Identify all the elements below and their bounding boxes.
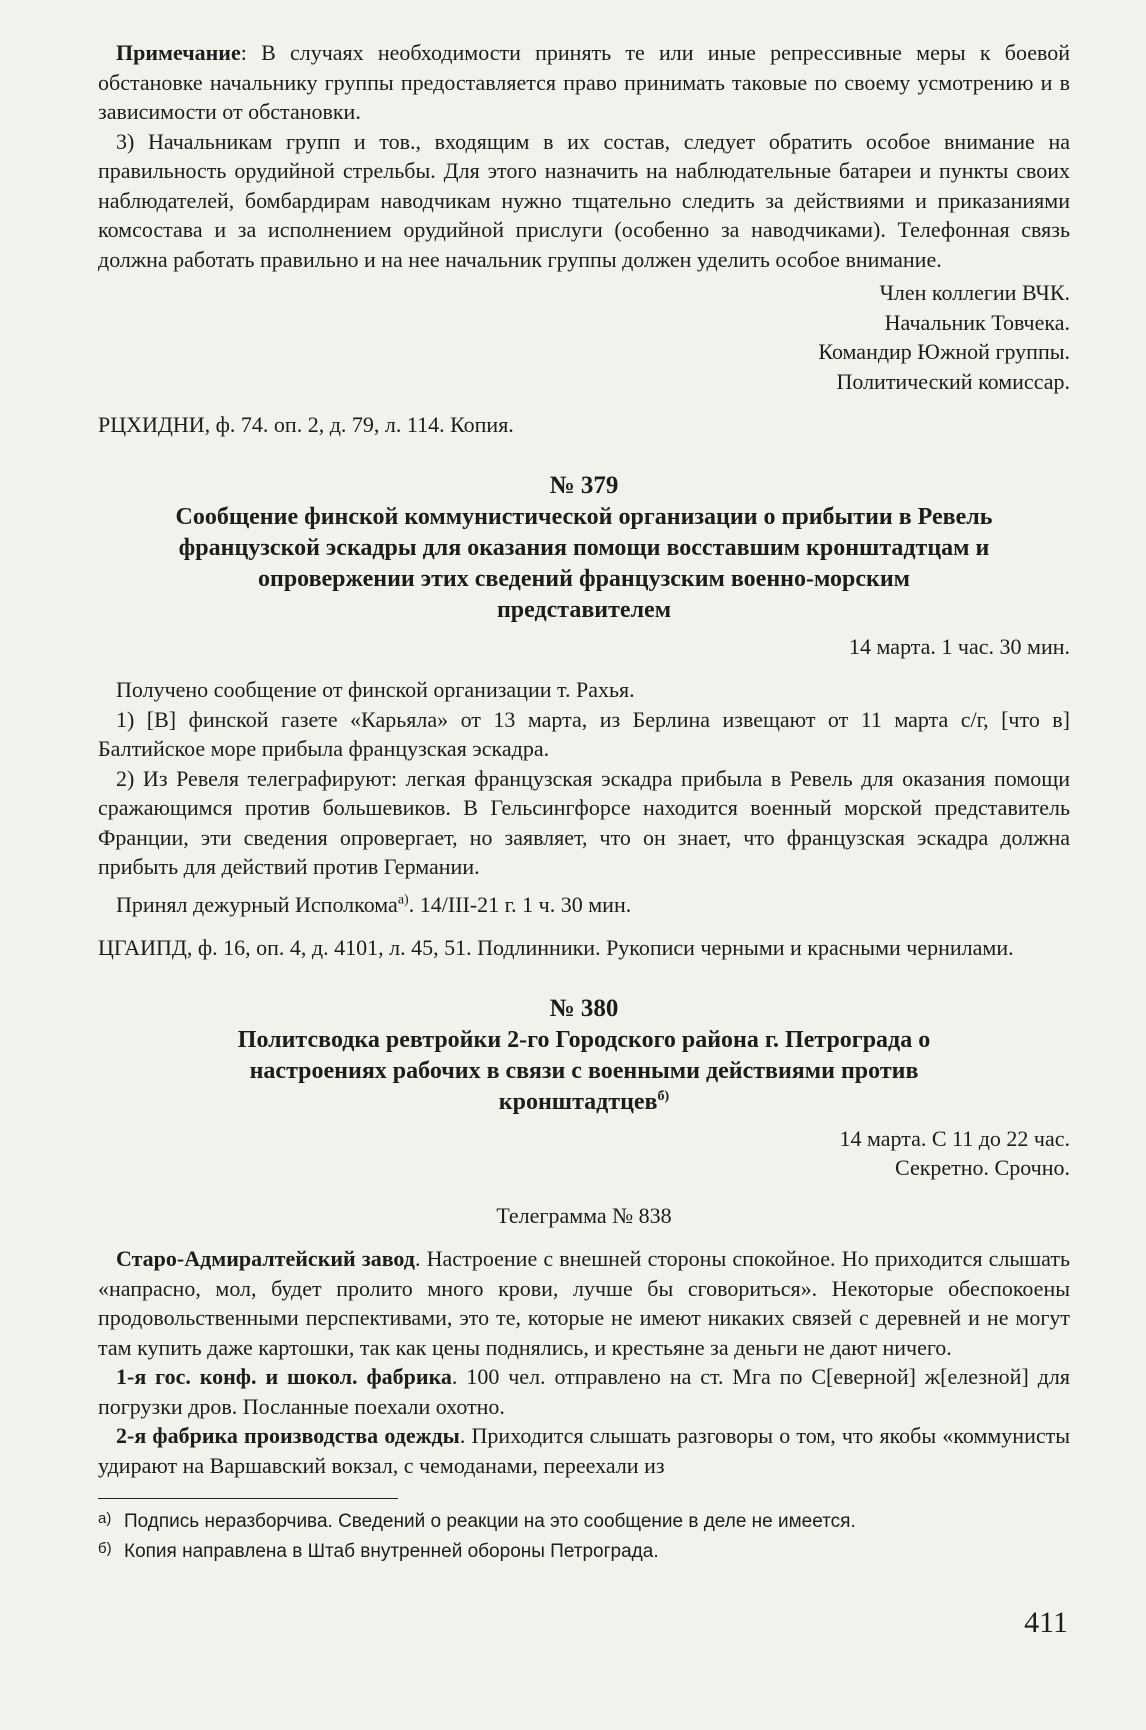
document-title-380 <box>98 1025 1070 1118</box>
note-text: : В случаях необходимости принять те или иные репрессивные меры к боевой обстановке начальнику группы предоставляется право принимать таковые по своему усмотрению и в зависимости от обстановки. <box>98 40 1070 124</box>
factory-paragraph-2 <box>98 1362 1070 1421</box>
accepted-text: Принял дежурный Исполкома <box>116 891 398 917</box>
secrecy-label: Секретно. Срочно. <box>895 1155 1070 1180</box>
signature-block <box>98 278 1070 396</box>
footnote <box>98 1505 1070 1535</box>
doc379-paragraph-1: Получено сообщение от финской организации т. Рахья. <box>116 677 635 702</box>
factory-paragraph-1 <box>98 1244 1070 1362</box>
note-label: Примечание <box>116 40 241 65</box>
factory-text-1: . Настроение с внешней стороны спокойное. Но приходится слышать «напрасно, мол, будет пролито много крови, лучше бы сговориться». Некоторые обеспокоены продовольственными перспективами, это те, которые не имеют никаких связей с деревней и не могут там купить даже картошки, так как цены поднялись, и крестьяне за деньги не дают ничего. <box>98 1246 1070 1360</box>
footnote-text: Копия направлена в Штаб внутренней обороны Петрограда. <box>124 1541 659 1562</box>
factory-name-1: Старо-Адмиралтейский завод <box>116 1246 415 1271</box>
factory-paragraph-3 <box>98 1421 1070 1480</box>
page-number: 411 <box>1024 1606 1068 1639</box>
document-number-380: № 380 <box>549 994 619 1022</box>
signature-line: Командир Южной группы. <box>818 339 1070 364</box>
factory-name-2: 1-я гос. конф. и шокол. фабрика <box>116 1364 452 1389</box>
document-date-380: 14 марта. С 11 до 22 час. <box>839 1125 1070 1151</box>
footnote-mark: а) <box>98 1510 112 1527</box>
archive-reference-2: ЦГАИПД, ф. 16, оп. 4, д. 4101, л. 45, 51. Подлинники. Рукописи черными и красными чернилами. <box>98 935 1014 960</box>
document-date-379: 14 марта. 1 час. 30 мин. <box>849 633 1070 659</box>
factory-text-3: . Приходится слышать разговоры о том, что якобы «коммунисты удирают на Варшавский вокзал, с чемоданами, переехали из <box>98 1423 1071 1478</box>
footnote-text: Подпись неразборчива. Сведений о реакции на это сообщение в деле не имеется. <box>124 1511 856 1532</box>
archive-reference-1: РЦХИДНИ, ф. 74. оп. 2, д. 79, л. 114. Копия. <box>98 412 514 437</box>
document-title-379: Сообщение финской коммунистической организации о прибытии в Ревель французской эскадры для оказания помощи восставшим кронштадтцам и опровержении этих сведений французским военно-морским представителем <box>175 503 993 623</box>
doc379-paragraph-3: 2) Из Ревеля телеграфируют: легкая французская эскадра прибыла в Ревель для оказания помощи сражающимся против большевиков. В Гельсингфорсе находится военный морской представитель Франции, эти сведения опровергает, но заявляет, что он знает, что французская эскадра должна прибыть для действий против Германии. <box>98 765 1070 879</box>
footnote-divider <box>98 1498 398 1499</box>
doc379-paragraph-2: 1) [В] финской газете «Карьяла» от 13 марта, из Берлина извещают от 11 марта с/г, [что в] Балтийское море прибыла французская эскадра. <box>98 706 1070 761</box>
accepted-time: . 14/III-21 г. 1 ч. 30 мин. <box>408 891 632 917</box>
signature-line: Начальник Товчека. <box>884 309 1070 335</box>
footnote-ref-a: а) <box>397 892 409 908</box>
footnote-ref-b: б) <box>657 1088 670 1104</box>
footnote-mark: б) <box>98 1540 112 1557</box>
document-number-379: № 379 <box>549 471 619 499</box>
factory-name-3: 2-я фабрика производства одежды <box>116 1423 460 1448</box>
document-page <box>98 38 1070 1565</box>
doc379-accepted-line <box>98 890 1070 920</box>
document-title-380-text: Политсводка ревтройки 2-го Городского района г. Петрограда о настроениях рабочих в связи с военными действиями против кронштадтцев <box>237 1026 931 1115</box>
point-3-paragraph: 3) Начальникам групп и тов., входящим в их состав, следует обратить особое внимание на правильность орудийной стрельбы. Для этого назначить на наблюдательные батареи и пункты своих наблюдателей, бомбардирам наводчикам нужно тщательно следить за действиями и приказаниями комсостава и за исполнением орудийной прислуги (особенно за наводчиками). Телефонная связь должна работать правильно и на нее начальник группы должен уделить особое внимание. <box>98 128 1070 272</box>
signature-line: Член коллегии ВЧК. <box>879 280 1070 305</box>
note-paragraph <box>98 38 1070 127</box>
footnote <box>98 1535 1070 1565</box>
factory-text-2: . 100 чел. отправлено на ст. Мга по С[еверной] ж[елезной] для погрузки дров. Посланные поехали охотно. <box>98 1364 1070 1419</box>
telegram-number: Телеграмма № 838 <box>496 1202 672 1228</box>
signature-line: Политический комиссар. <box>836 368 1070 394</box>
